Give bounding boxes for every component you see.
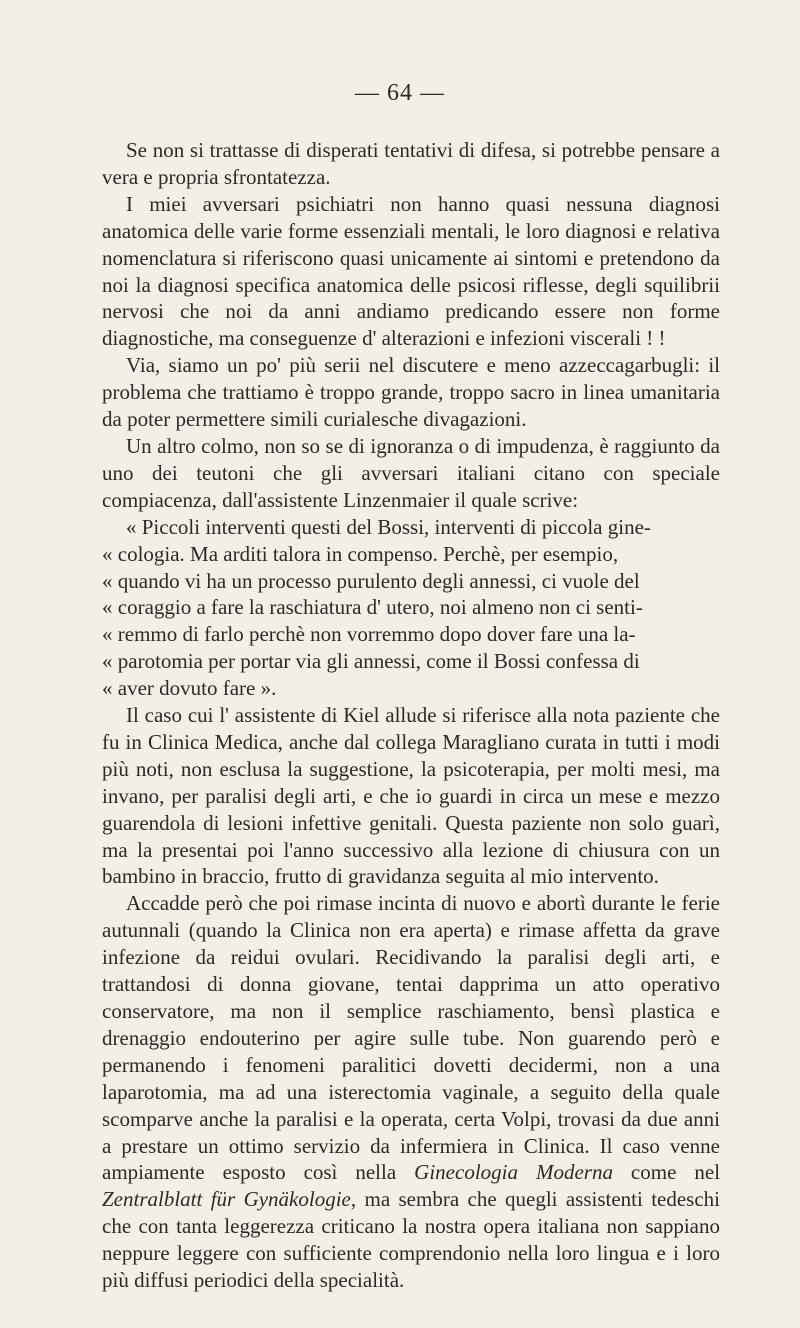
paragraph-3: Via, siamo un po' più serii nel discutere e meno azzeccagarbugli: il problema che trattiamo è troppo grande, troppo sacro in linea umanitaria da poter permettere simili curialesche divagazioni. xyxy=(102,353,720,432)
paragraph-6-ending: , ma sembra che quegli assistenti tedeschi che con tanta leggerezza criticano la nostra opera italiana non sappiano neppure leggere con sufficiente comprendonio nella loro lingua e i loro più diffusi periodici della specialità. xyxy=(102,1187,720,1293)
quote-line: « quando vi ha un processo purulento degli annessi, ci vuole del xyxy=(102,568,640,593)
journal-zentralblatt: Zentralblatt für Gynäkologie xyxy=(102,1187,351,1212)
quote-line: « parotomia per portar via gli annessi, come il Bossi confessa di xyxy=(102,649,640,674)
body-text xyxy=(102,137,720,1294)
paragraph-6 xyxy=(102,890,720,1294)
paragraph-2: I miei avversari psichiatri non hanno quasi nessuna diagnosi anatomica delle varie forme essenziali mentali, le loro diagnosi e relativa nomenclatura si riferiscono quasi unicamente ai sintomi e pretendono da noi la diagnosi specifica anatomica delle psicosi riflesse, degli squilibrii nervosi che noi da anni andiamo predicando essere non forme diagnostiche, ma conseguenze d' alterazioni e infezioni viscerali ! ! xyxy=(102,191,720,351)
paragraph-4: Un altro colmo, non so se di ignoranza o di impudenza, è raggiunto da uno dei teutoni che gli avversari italiani citano con speciale compiacenza, dall'assistente Linzenmaier il quale scrive: xyxy=(102,433,720,512)
quote-line: « aver dovuto fare ». xyxy=(102,676,277,701)
quote-line: « remmo di farlo perchè non vorremmo dopo dover fare una la- xyxy=(102,622,636,647)
paragraph-6-text: Accadde però che poi rimase incinta di nuovo e abortì durante le ferie autunnali (quando la Clinica non era aperta) e rimase affetta da grave infezione da reidui ovulari. Recidivando la paralisi degli arti, e trattandosi di donna giovane, tentai dapprima un atto operativo conservatore, ma non il semplice raschiamento, bensì plastica e drenaggio endouterino per agire sulle tube. Non guarendo però e permanendo i fenomeni paralitici dovetti decidermi, non a una laparotomia, ma ad una isterectomia vaginale, a seguito della quale scomparve anche la paralisi e la operata, certa Volpi, trovasi da due anni a prestare un ottimo servizio da infermiera in Clinica. Il caso venne ampiamente esposto così nella xyxy=(102,891,720,1185)
paragraph-5: Il caso cui l' assistente di Kiel allude si riferisce alla nota paziente che fu in Clinica Medica, anche dal collega Maragliano curata in tutti i modi più noti, non esclusa la suggestione, la psicoterapia, per molti mesi, ma invano, per paralisi degli arti, e che io guardi in circa un mese e mezzo guarendola di lesioni infettive genitali. Questa paziente non solo guarì, ma la presentai poi l'anno successivo alla lezione di chiusura con un bambino in braccio, frutto di gravidanza seguita al mio intervento. xyxy=(102,703,720,889)
quote-line: « coraggio a fare la raschiatura d' utero, noi almeno non ci senti- xyxy=(102,595,643,620)
quotation xyxy=(102,514,720,702)
journal-connector: come nel xyxy=(612,1160,721,1185)
quote-line: « Piccoli interventi questi del Bossi, interventi di piccola gine- xyxy=(126,514,651,539)
journal-ginecologia-moderna: Ginecologia Moderna xyxy=(414,1160,613,1185)
paragraph-1: Se non si trattasse di disperati tentativi di difesa, si potrebbe pensare a vera e propria sfrontatezza. xyxy=(102,138,720,189)
quote-line: « cologia. Ma arditi talora in compenso. Perchè, per esempio, xyxy=(102,541,619,566)
page-number: — 64 — xyxy=(355,80,445,106)
